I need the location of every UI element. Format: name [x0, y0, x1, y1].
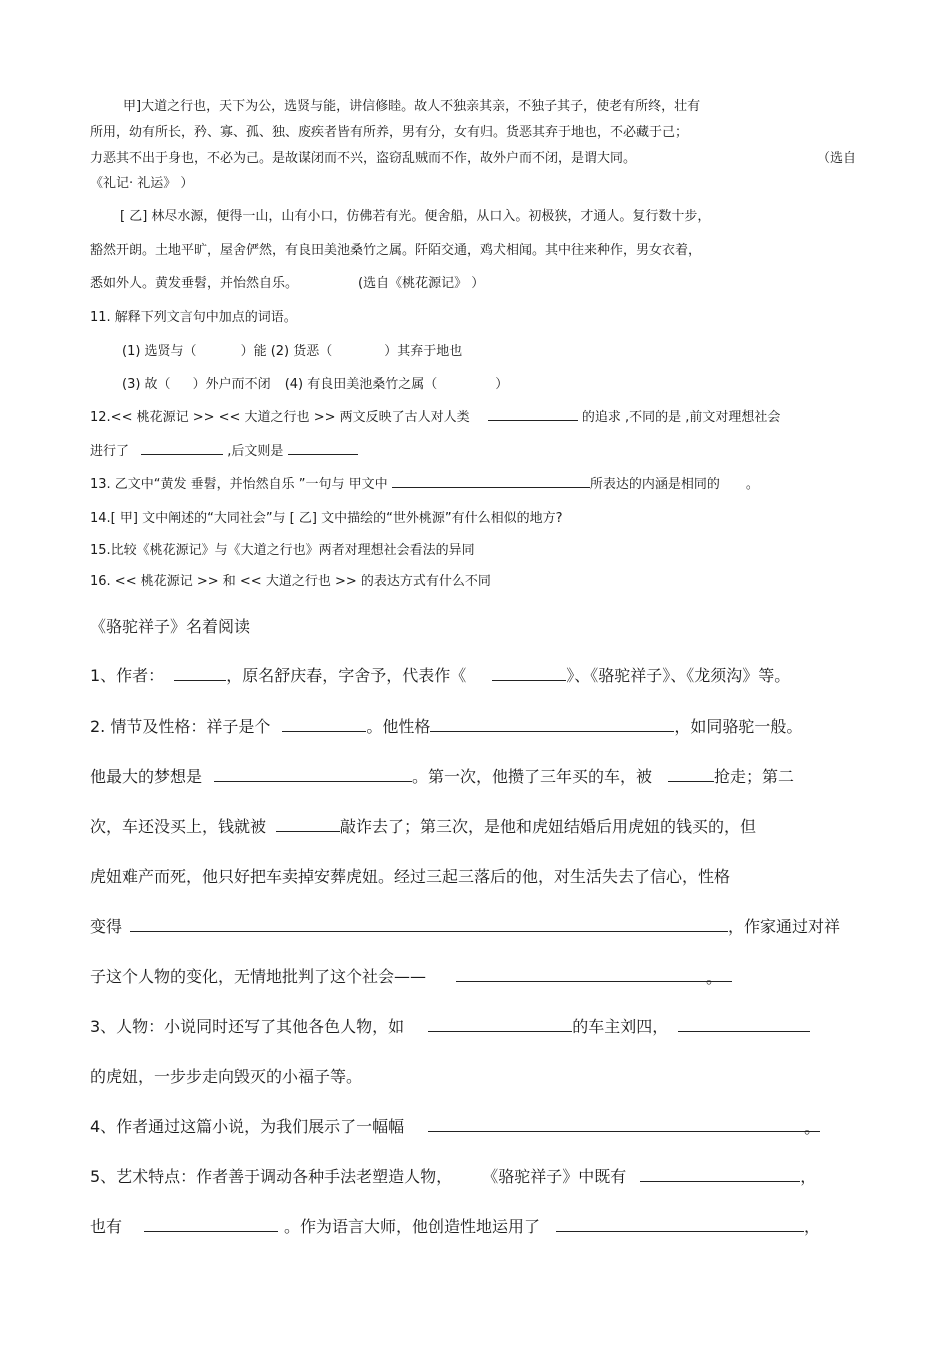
- camel-q2-second: 抢走；第二: [714, 767, 795, 786]
- q11-item-4-prefix: (4) 有良田美池桑竹之属（: [284, 377, 438, 392]
- camel-q2-second-time: 次，车还没买上，钱就被: [90, 817, 267, 836]
- camel-q2-part-c: ，如同骆驼一般。: [674, 717, 803, 736]
- camel-q2-part-a: 2. 情节及性格：祥子是个: [90, 717, 271, 736]
- camel-q4-period: 。: [804, 1118, 821, 1137]
- camel-q2-first-time: 。第一次，他攒了三年买的车，被: [412, 767, 653, 786]
- camel-q2-blank-1[interactable]: [282, 715, 366, 732]
- camel-q2-period: 。: [706, 968, 723, 987]
- q11-item-3-prefix: (3) 故（: [122, 377, 171, 392]
- question-15: 15.比较《桃花源记》与《大道之行也》两者对理想社会看法的异同: [90, 543, 475, 558]
- camel-q2-line-5: [90, 914, 840, 937]
- camel-q2-line-4: 虎妞难产而死，他只好把车卖掉安葬虎妞。经过三起三落后的他，对生活失去了信心，性格: [90, 867, 731, 886]
- passage-a-source-label: （选自: [817, 151, 857, 166]
- question-11-title: 11. 解释下列文言句中加点的词语。: [90, 310, 297, 325]
- camel-q5-has: 《骆驼祥子》中既有: [482, 1167, 627, 1186]
- camel-q1-part-b: ，原名舒庆春，字舍予，代表作《: [226, 666, 467, 685]
- q12-blank-2[interactable]: [141, 441, 223, 455]
- question-13: [90, 473, 759, 492]
- passage-b-line-3: 悉如外人。黄发垂髫，并怡然自乐。: [90, 276, 299, 291]
- camel-q2-line-6: [90, 964, 732, 987]
- camel-q3: [90, 1014, 810, 1037]
- camel-q1-blank-author[interactable]: [174, 664, 226, 681]
- q11-item-3-suffix: ）外户而不闭: [192, 377, 271, 392]
- camel-q5-blank-2[interactable]: [144, 1215, 278, 1232]
- passage-b-line-2: 豁然开朗。土地平旷，屋舍俨然，有良田美池桑竹之属。阡陌交通，鸡犬相闻。其中往来种作，男女衣着，: [90, 243, 702, 258]
- question-11-row-2: [122, 373, 508, 392]
- q11-item-2-suffix: ）其弃于地也: [384, 344, 463, 359]
- q11-item-4-suffix: ）: [495, 377, 509, 392]
- camel-q5-text: 5、艺术特点：作者善于调动各种手法老塑造人物，: [90, 1167, 453, 1186]
- q13-part-b: 所表达的内涵是相同的: [589, 477, 720, 492]
- q12-blank-3[interactable]: [288, 441, 358, 455]
- camel-q1-blank-work[interactable]: [492, 664, 566, 681]
- camel-q5-comma-2: ，: [804, 1217, 821, 1236]
- camel-q3-line-2: 的虎妞，一步步走向毁灭的小福子等。: [90, 1067, 363, 1086]
- camel-q4-blank[interactable]: [428, 1115, 821, 1137]
- camel-q2-blank-taken[interactable]: [668, 765, 714, 782]
- camel-q3-liusi: 的车主刘四，: [572, 1017, 669, 1036]
- camel-q1-part-c: 》、《骆驼祥子》、《龙须沟》等。: [566, 666, 791, 685]
- camel-q2-became: 变得: [90, 917, 123, 936]
- camel-q4-text: 4、作者通过这篇小说，为我们展示了一幅幅: [90, 1117, 405, 1136]
- question-14: 14.[ 甲] 文中阐述的“大同社会”与 [ 乙] 文中描绘的“世外桃源”有什么相似的地方?: [90, 511, 563, 526]
- camel-q2-blank-extort[interactable]: [276, 815, 340, 832]
- camel-q5-language: 。作为语言大师，他创造性地运用了: [284, 1217, 541, 1236]
- camel-q2-blank-2[interactable]: [430, 715, 674, 732]
- camel-q1: [90, 663, 790, 686]
- camel-q2-society: 子这个人物的变化，无情地批判了这个社会——: [90, 967, 427, 986]
- q12-part-b: 的追求 ,不同的是 ,前文对理想社会: [581, 410, 781, 425]
- camel-q2-blank-dream[interactable]: [214, 765, 412, 782]
- camel-q2-author-critique: ，作家通过对祥: [728, 917, 841, 936]
- q13-part-a: 13. 乙文中“黄发 垂髫，并怡然自乐 ”一句与 甲文中: [90, 477, 388, 492]
- camel-q5-line-2: [90, 1214, 820, 1237]
- camel-q2-blank-character[interactable]: [130, 915, 728, 932]
- section-title: 《骆驼祥子》名着阅读: [90, 617, 251, 636]
- question-12-line-2: [90, 440, 358, 459]
- camel-q5-also: 也有: [90, 1217, 123, 1236]
- passage-b-source: (选自《桃花源记》 ）: [358, 276, 485, 291]
- camel-q2-blank-society[interactable]: [456, 965, 732, 987]
- camel-q3-text: 3、人物：小说同时还写了其他各色人物，如: [90, 1017, 405, 1036]
- q11-item-1-suffix: ）能: [240, 344, 267, 359]
- camel-q2: [90, 714, 802, 737]
- camel-q2-line-2: [90, 764, 794, 787]
- camel-q4: [90, 1114, 820, 1137]
- camel-q2-third-time: 敲诈去了；第三次，是他和虎妞结婚后用虎妞的钱买的，但: [340, 817, 757, 836]
- camel-q3-blank-1[interactable]: [428, 1015, 572, 1032]
- passage-b-line-1: [ 乙] 林尽水源，便得一山，山有小口，仿佛若有光。便舍船，从口入。初极狭，才通人。复行数十步，: [120, 209, 711, 224]
- camel-q2-dream-label: 他最大的梦想是: [90, 767, 203, 786]
- question-11-row-1: [122, 340, 462, 359]
- camel-q5: [90, 1164, 816, 1187]
- passage-a-source: 《礼记· 礼运》 ）: [90, 176, 194, 191]
- q11-item-1-prefix: (1) 选贤与（: [122, 344, 197, 359]
- q12-part-d: ,后文则是: [227, 444, 284, 459]
- camel-q3-blank-2[interactable]: [678, 1015, 810, 1032]
- q13-period: 。: [745, 477, 759, 492]
- passage-a-line-2: 所用，幼有所长，矜、寡、孤、独、废疾者皆有所养，男有分，女有归。货恶其弃于地也，不必藏于己；: [90, 125, 689, 140]
- camel-q1-part-a: 1、作者：: [90, 666, 165, 685]
- passage-a-line-3: 力恶其不出于身也，不必为己。是故谋闭而不兴，盗窃乱贼而不作，故外户而不闭，是谓大同。: [90, 151, 637, 166]
- q12-part-a: 12.<< 桃花源记 >> << 大道之行也 >> 两文反映了古人对人类: [90, 410, 470, 425]
- q13-blank[interactable]: [392, 474, 590, 488]
- camel-q2-line-3: [90, 814, 756, 837]
- camel-q2-part-b: 。他性格: [366, 717, 431, 736]
- camel-q5-blank-1[interactable]: [640, 1165, 800, 1182]
- camel-q5-blank-3[interactable]: [556, 1215, 804, 1232]
- question-16: 16. << 桃花源记 >> 和 << 大道之行也 >> 的表达方式有什么不同: [90, 574, 491, 589]
- q12-part-c: 进行了: [90, 444, 130, 459]
- camel-q5-comma: ，: [800, 1167, 817, 1186]
- q11-item-2-prefix: (2) 货恶（: [270, 344, 333, 359]
- question-12-line-1: [90, 406, 780, 425]
- passage-a-line-1: 甲]大道之行也，天下为公，选贤与能，讲信修睦。故人不独亲其亲，不独子其子，使老有所终，壮有: [123, 99, 701, 114]
- q12-blank-1[interactable]: [488, 407, 578, 421]
